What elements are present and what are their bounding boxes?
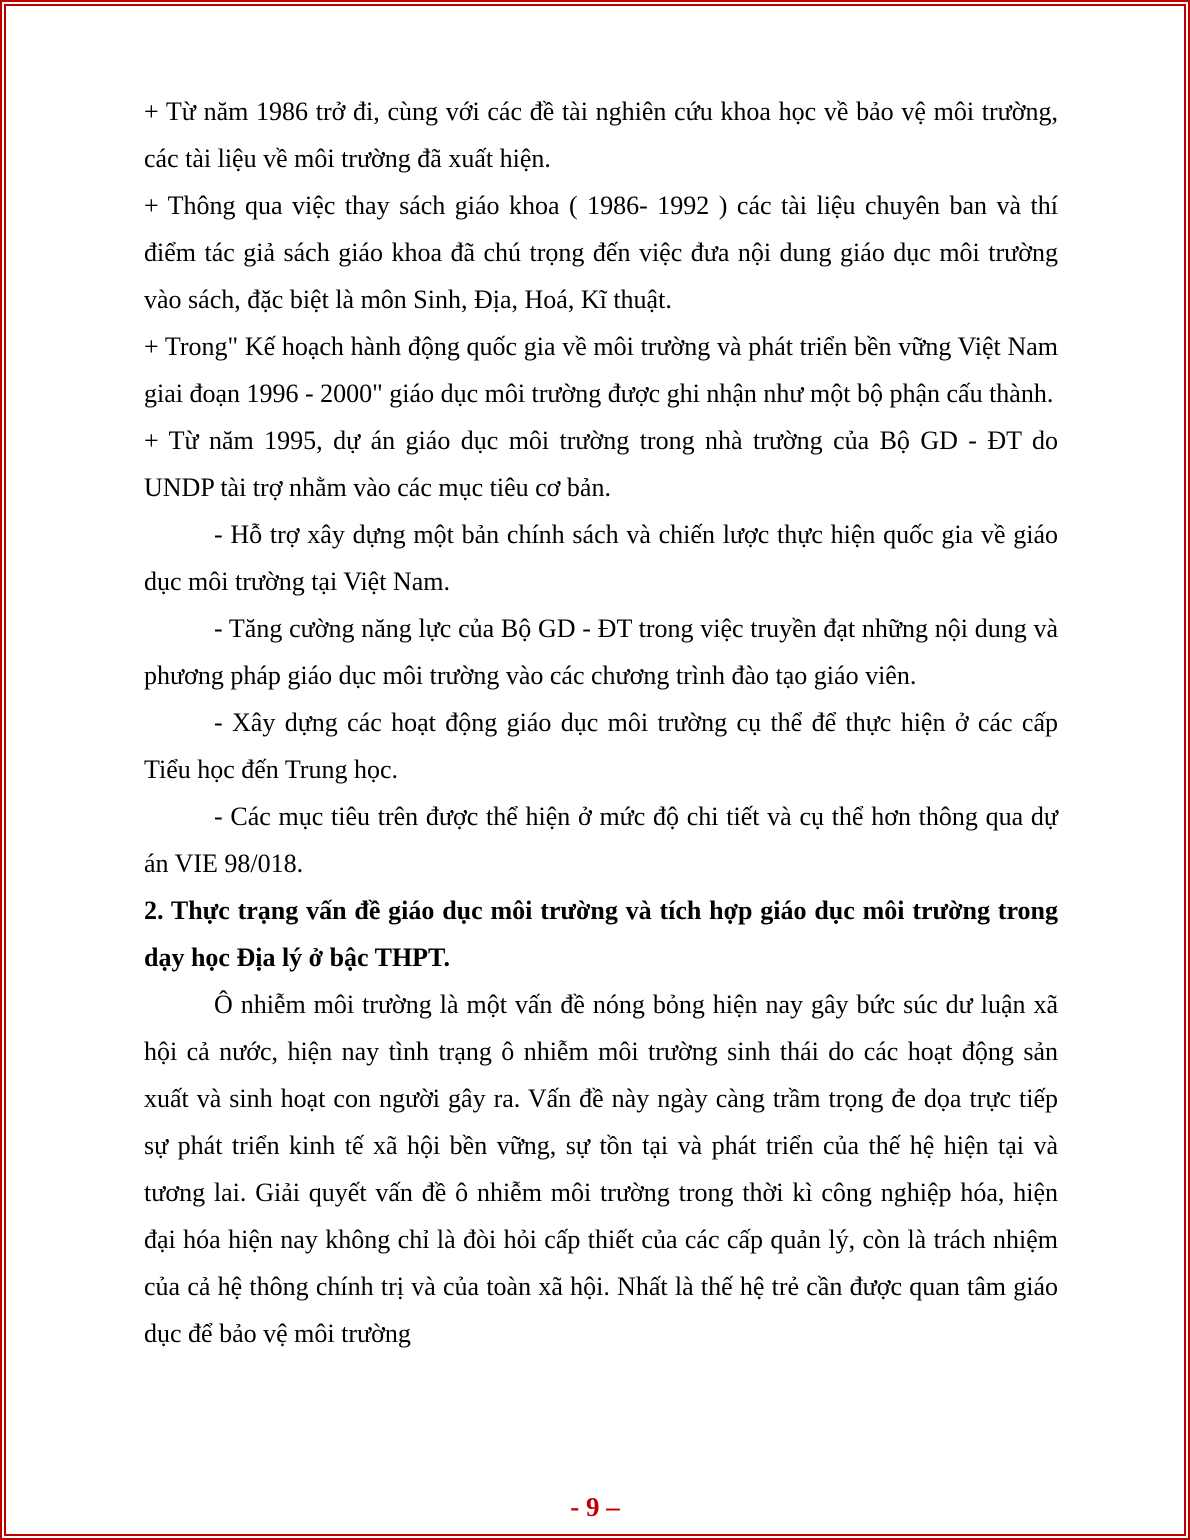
paragraph-1986-materials: + Từ năm 1986 trở đi, cùng với các đề tài nghiên cứu khoa học về bảo vệ môi trường, các tài liệu về môi trường đã xuất hiện. bbox=[144, 97, 1058, 173]
page-number: - 9 – bbox=[570, 1492, 620, 1522]
list-item-activities: - Xây dựng các hoạt động giáo dục môi trường cụ thể để thực hiện ở các cấp Tiểu học đến Trung học. bbox=[144, 708, 1058, 784]
section-heading-2: 2. Thực trạng vấn đề giáo dục môi trường và tích hợp giáo dục môi trường trong dạy học Địa lý ở bậc THPT. bbox=[144, 896, 1058, 972]
paragraph-1995-project: + Từ năm 1995, dự án giáo dục môi trường trong nhà trường của Bộ GD - ĐT do UNDP tài trợ nhằm vào các mục tiêu cơ bản. bbox=[144, 426, 1058, 502]
list-item-policy-support: - Hỗ trợ xây dựng một bản chính sách và chiến lược thực hiện quốc gia về giáo dục môi trường tại Việt Nam. bbox=[144, 520, 1058, 596]
document-body bbox=[144, 88, 1058, 1357]
list-item-objectives: - Các mục tiêu trên được thể hiện ở mức độ chi tiết và cụ thể hơn thông qua dự án VIE 98/018. bbox=[144, 802, 1058, 878]
paragraph-pollution: Ô nhiễm môi trường là một vấn đề nóng bỏng hiện nay gây bức súc dư luận xã hội cả nước, hiện nay tình trạng ô nhiễm môi trường sinh thái do các hoạt động sản xuất và sinh hoạt con người gây ra. Vấn đề này ngày càng trầm trọng đe dọa trực tiếp sự phát triển kinh tế xã hội bền vững, sự tồn tại và phát triển của thế hệ hiện tại và tương lai. Giải quyết vấn đề ô nhiễm môi trường trong thời kì công nghiệp hóa, hiện đại hóa hiện nay không chỉ là đòi hỏi cấp thiết của các cấp quản lý, còn là trách nhiệm của cả hệ thông chính trị và của toàn xã hội. Nhất là thế hệ trẻ cần được quan tâm giáo dục để bảo vệ môi trường bbox=[144, 990, 1058, 1348]
list-item-capacity: - Tăng cường năng lực của Bộ GD - ĐT trong việc truyền đạt những nội dung và phương pháp giáo dục môi trường vào các chương trình đào tạo giáo viên. bbox=[144, 614, 1058, 690]
paragraph-national-plan: + Trong" Kế hoạch hành động quốc gia về môi trường và phát triển bền vững Việt Nam giai đoạn 1996 - 2000" giáo dục môi trường được ghi nhận như một bộ phận cấu thành. bbox=[144, 332, 1058, 408]
paragraph-textbook-change: + Thông qua việc thay sách giáo khoa ( 1986- 1992 ) các tài liệu chuyên ban và thí điểm tác giả sách giáo khoa đã chú trọng đến việc đưa nội dung giáo dục môi trường vào sách, đặc biệt là môn Sinh, Địa, Hoá, Kĩ thuật. bbox=[144, 191, 1058, 314]
